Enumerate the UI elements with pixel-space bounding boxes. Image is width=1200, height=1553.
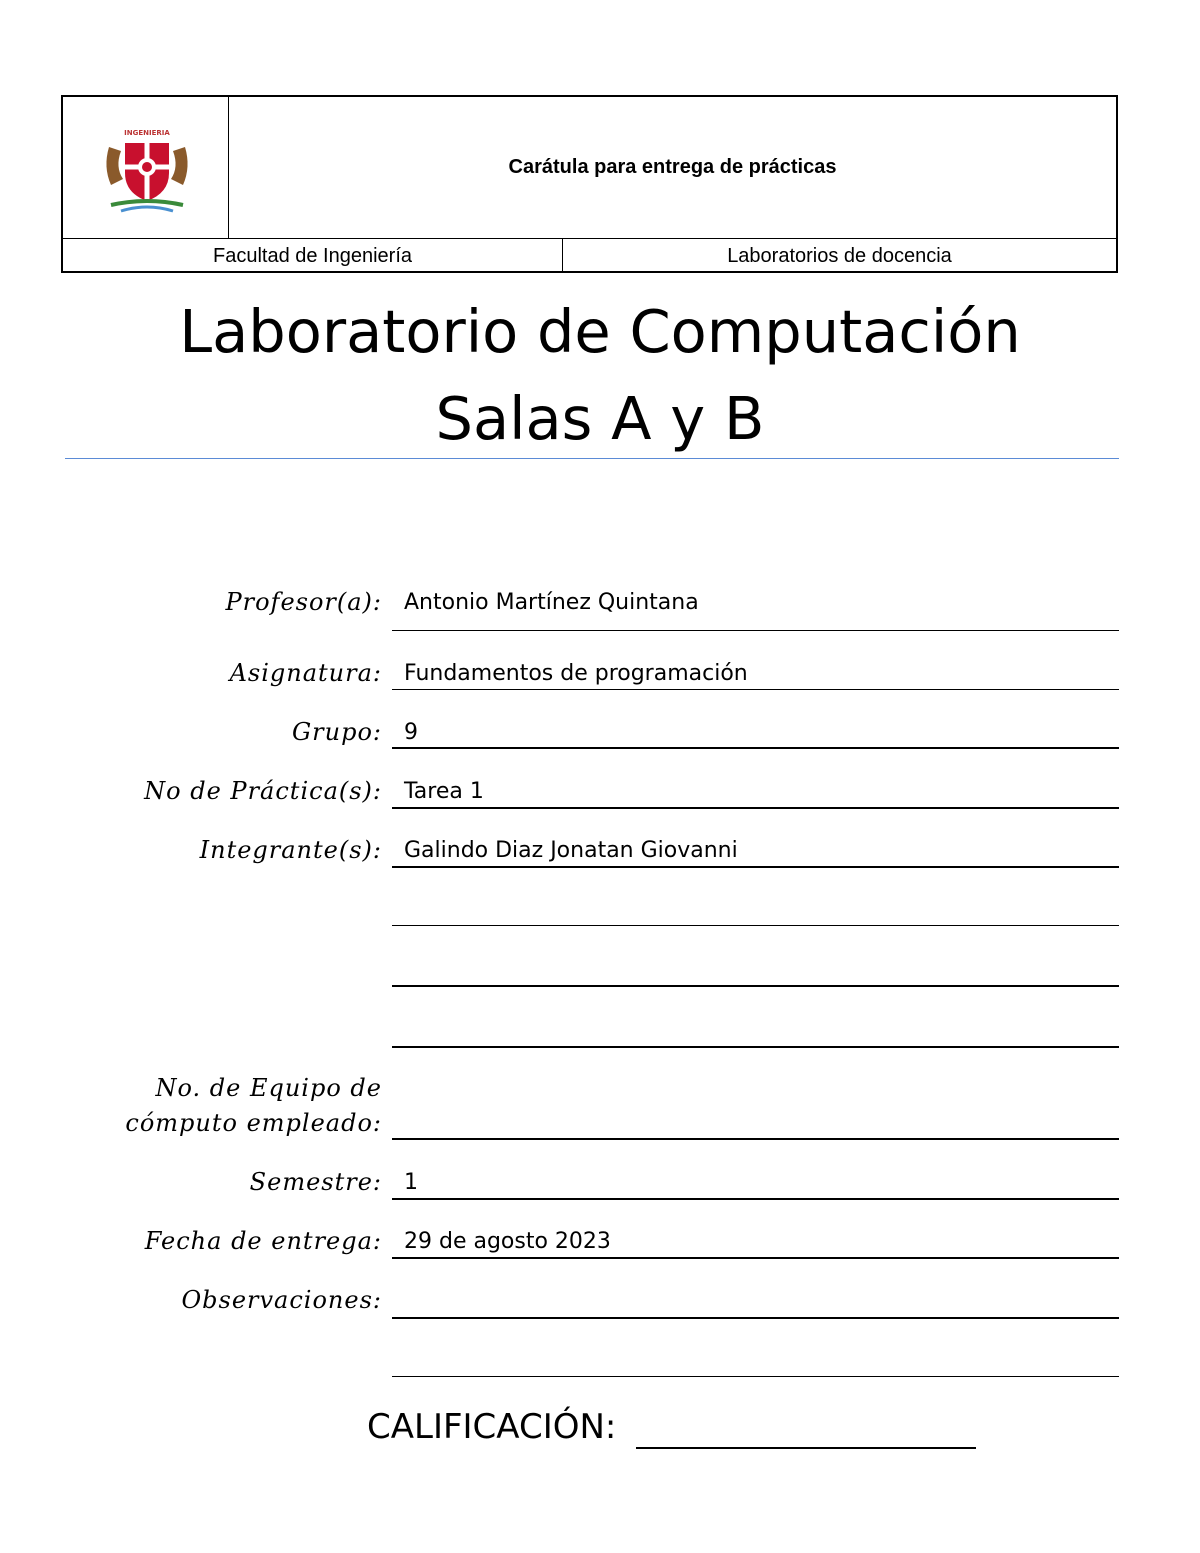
asignatura-line — [392, 689, 1119, 690]
equipo-label-line1: No. de Equipo de — [155, 1074, 382, 1102]
fecha-value[interactable]: 29 de agosto 2023 — [404, 1229, 611, 1254]
integrantes-line-3 — [392, 985, 1119, 987]
profesor-line — [392, 630, 1119, 631]
equipo-line — [392, 1138, 1119, 1140]
observaciones-label: Observaciones: — [181, 1286, 382, 1314]
calificacion-label: CALIFICACIÓN: — [367, 1407, 617, 1447]
semestre-value[interactable]: 1 — [404, 1170, 418, 1195]
profesor-value[interactable]: Antonio Martínez Quintana — [404, 590, 699, 615]
title-divider — [65, 458, 1119, 459]
integrantes-value[interactable]: Galindo Diaz Jonatan Giovanni — [404, 838, 738, 863]
page-subtitle: Salas A y B — [435, 384, 765, 453]
grupo-value[interactable]: 9 — [404, 720, 418, 745]
labs-name: Laboratorios de docencia — [727, 244, 952, 267]
calificacion-line — [636, 1447, 976, 1449]
integrantes-label: Integrante(s): — [199, 836, 382, 864]
grupo-label: Grupo: — [292, 718, 382, 746]
semestre-line — [392, 1198, 1119, 1200]
practica-value[interactable]: Tarea 1 — [404, 779, 484, 804]
fecha-label: Fecha de entrega: — [144, 1227, 382, 1255]
asignatura-value[interactable]: Fundamentos de programación — [404, 661, 748, 686]
header-title: Carátula para entrega de prácticas — [508, 156, 837, 178]
svg-text:INGENIERIA: INGENIERIA — [124, 129, 170, 137]
observaciones-line-2 — [392, 1376, 1119, 1377]
header-subrow — [63, 238, 1116, 273]
semestre-label: Semestre: — [249, 1168, 382, 1196]
unam-engineering-logo — [101, 127, 193, 215]
faculty-name: Facultad de Ingeniería — [63, 239, 563, 273]
integrantes-line-2 — [392, 925, 1119, 926]
practica-label: No de Práctica(s): — [144, 777, 382, 805]
observaciones-line-1 — [392, 1317, 1119, 1319]
integrantes-line-1 — [392, 866, 1119, 868]
fecha-line — [392, 1257, 1119, 1259]
practica-line — [392, 807, 1119, 809]
integrantes-line-4 — [392, 1046, 1119, 1048]
header-table — [61, 95, 1118, 273]
grupo-line — [392, 747, 1119, 749]
logo-cell — [63, 97, 229, 238]
profesor-label: Profesor(a): — [225, 588, 382, 616]
equipo-label-line2: cómputo empleado: — [125, 1109, 382, 1137]
page-title: Laboratorio de Computación — [179, 297, 1021, 366]
asignatura-label: Asignatura: — [229, 659, 382, 687]
